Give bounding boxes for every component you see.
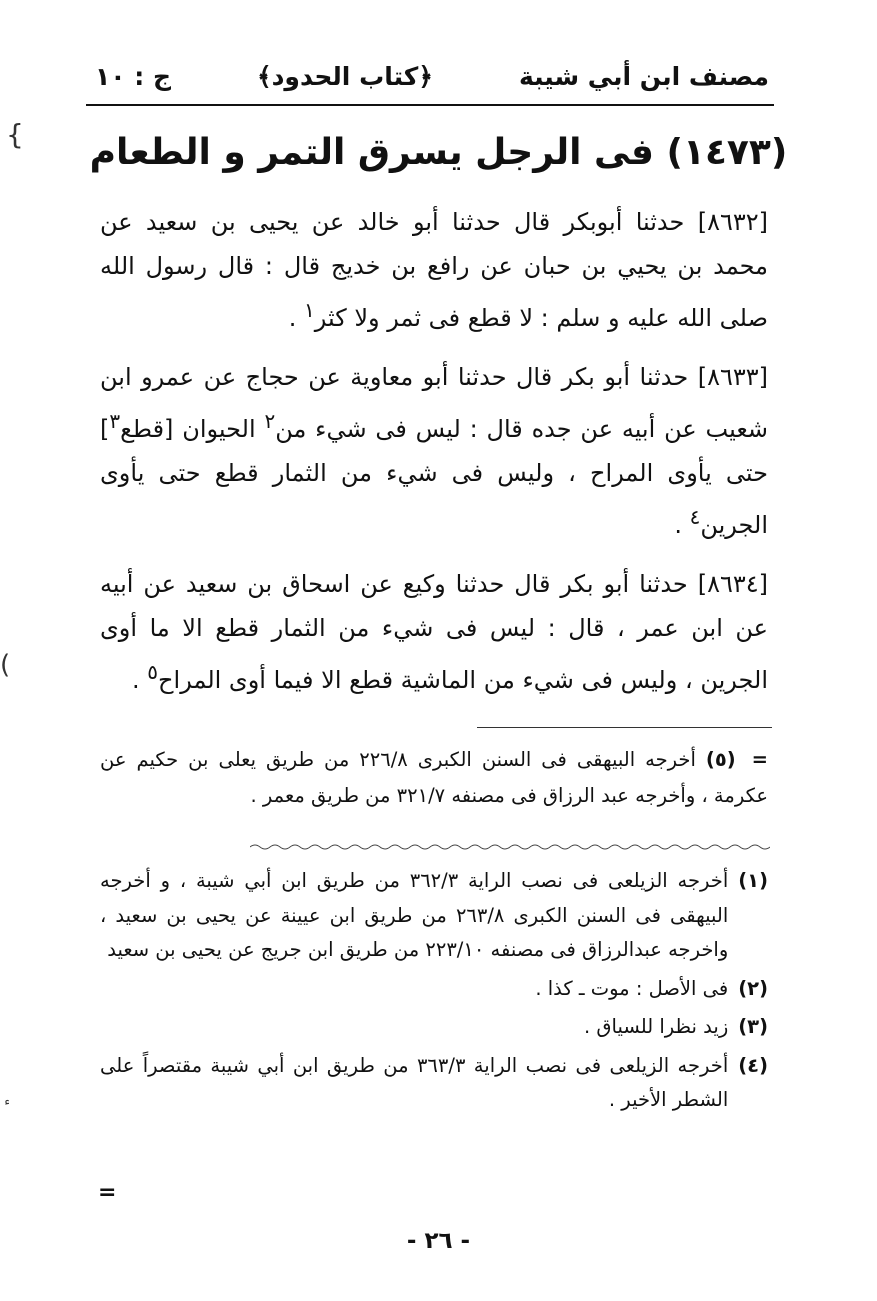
footnote-ref: ٣ bbox=[109, 409, 121, 433]
margin-bracket-icon: ٴ bbox=[4, 1100, 11, 1125]
continues-mark: = bbox=[98, 1180, 117, 1205]
continuation-mark: = bbox=[751, 748, 768, 771]
section-title: ﴿كتاب الحدود﴾ bbox=[256, 61, 433, 91]
hadith-number: [٨٦٣٢] bbox=[697, 208, 768, 236]
wavy-separator bbox=[250, 842, 770, 852]
hadith-8633 bbox=[100, 355, 768, 547]
footnote-text: فى الأصل : موت ـ كذا . bbox=[535, 976, 729, 1000]
hadith-end: . bbox=[288, 304, 305, 332]
margin-bracket-icon: } bbox=[6, 118, 24, 151]
footnote-text: أخرجه الزيلعى فى نصب الراية ٣٦٢/٣ من طريق ابن أبي شيبة ، و أخرجه البيهقى فى السنن الكبرى ٢٦٣/٨ من طريق ابن عيينة عن يحيى بن سعيد ، واخرجه عبدالرزاق فى مصنفه ٢٢٣/١٠ من طريق ابن جريج عن يحيى بن سعيد bbox=[100, 869, 729, 961]
footnote-number: (٣) bbox=[738, 1015, 768, 1038]
footnote-number: (١) bbox=[738, 869, 768, 892]
volume-number: ج : ١٠ bbox=[95, 61, 171, 91]
header-rule bbox=[86, 104, 774, 106]
footnote-2 bbox=[100, 972, 768, 1007]
hadith-text bbox=[100, 200, 768, 717]
hadith-number: [٨٦٣٤] bbox=[697, 570, 768, 598]
hadith-content: حدثنا أبو بكر قال حدثنا وكيع عن اسحاق بن سعيد عن أبيه عن ابن عمر ، قال : ليس فى شيء من الثمار قطع الا ما أوى الجرين ، وليس فى شيء من الماشية قطع الا فيما أوى المراح bbox=[100, 570, 768, 694]
footnote-number: (٤) bbox=[738, 1053, 768, 1077]
footnote-ref: ١ bbox=[304, 298, 315, 322]
hadith-end: . bbox=[674, 511, 690, 539]
hadith-content: حدثنا أبو بكر قال حدثنا أبو معاوية عن حجاج عن عمرو ابن شعيب عن أبيه عن جده قال : ليس فى شيء من bbox=[100, 363, 768, 443]
footnote-ref: ٤ bbox=[689, 505, 701, 529]
footnote-number: (٥) bbox=[705, 748, 736, 771]
running-header bbox=[95, 52, 769, 100]
footnote-1 bbox=[100, 864, 768, 968]
footnote-separator bbox=[477, 727, 772, 728]
margin-bracket-icon: ) bbox=[0, 650, 11, 680]
chapter-title: (١٤٧٣) فى الرجل يسرق التمر و الطعام bbox=[89, 132, 788, 173]
hadith-content: حدثنا أبوبكر قال حدثنا أبو خالد عن يحيى بن سعيد عن محمد بن يحيي بن حبان عن رافع بن خديج قال : قال رسول الله صلى الله عليه و سلم : لا قطع فى ثمر ولا كثر bbox=[100, 208, 768, 332]
hadith-content: الحيوان [قطع bbox=[120, 415, 256, 443]
page-number: - ٢٦ - bbox=[406, 1228, 471, 1254]
hadith-end: . bbox=[132, 666, 148, 694]
book-title: مصنف ابن أبي شيبة bbox=[518, 61, 769, 91]
footnote-4 bbox=[100, 1049, 768, 1118]
hadith-8634 bbox=[100, 562, 768, 702]
footnote-text: زيد نظرا للسياق . bbox=[584, 1015, 729, 1038]
footnote-text: أخرجه الزيلعى فى نصب الراية ٣٦٣/٣ من طريق ابن أبي شيبة مقتصراً على الشطر الأخير . bbox=[100, 1053, 729, 1111]
hadith-content: ] حتى يأوى المراح ، وليس فى شيء من الثمار قطع حتى يأوى الجرين bbox=[100, 415, 768, 539]
continued-footnote bbox=[100, 742, 768, 814]
hadith-number: [٨٦٣٣] bbox=[697, 363, 768, 391]
footnote-3 bbox=[100, 1010, 768, 1045]
footnote-text: أخرجه البيهقى فى السنن الكبرى ٢٢٦/٨ من طريق يعلى بن حكيم عن عكرمة ، وأخرجه عبد الرزاق فى مصنفه ٣٢١/٧ من طريق معمر . bbox=[100, 748, 768, 807]
footnote-ref: ٢ bbox=[264, 409, 276, 433]
footnote-ref: ٥ bbox=[147, 660, 159, 684]
hadith-8632 bbox=[100, 200, 768, 340]
footnotes bbox=[100, 864, 768, 1122]
footnote-number: (٢) bbox=[738, 976, 768, 1000]
